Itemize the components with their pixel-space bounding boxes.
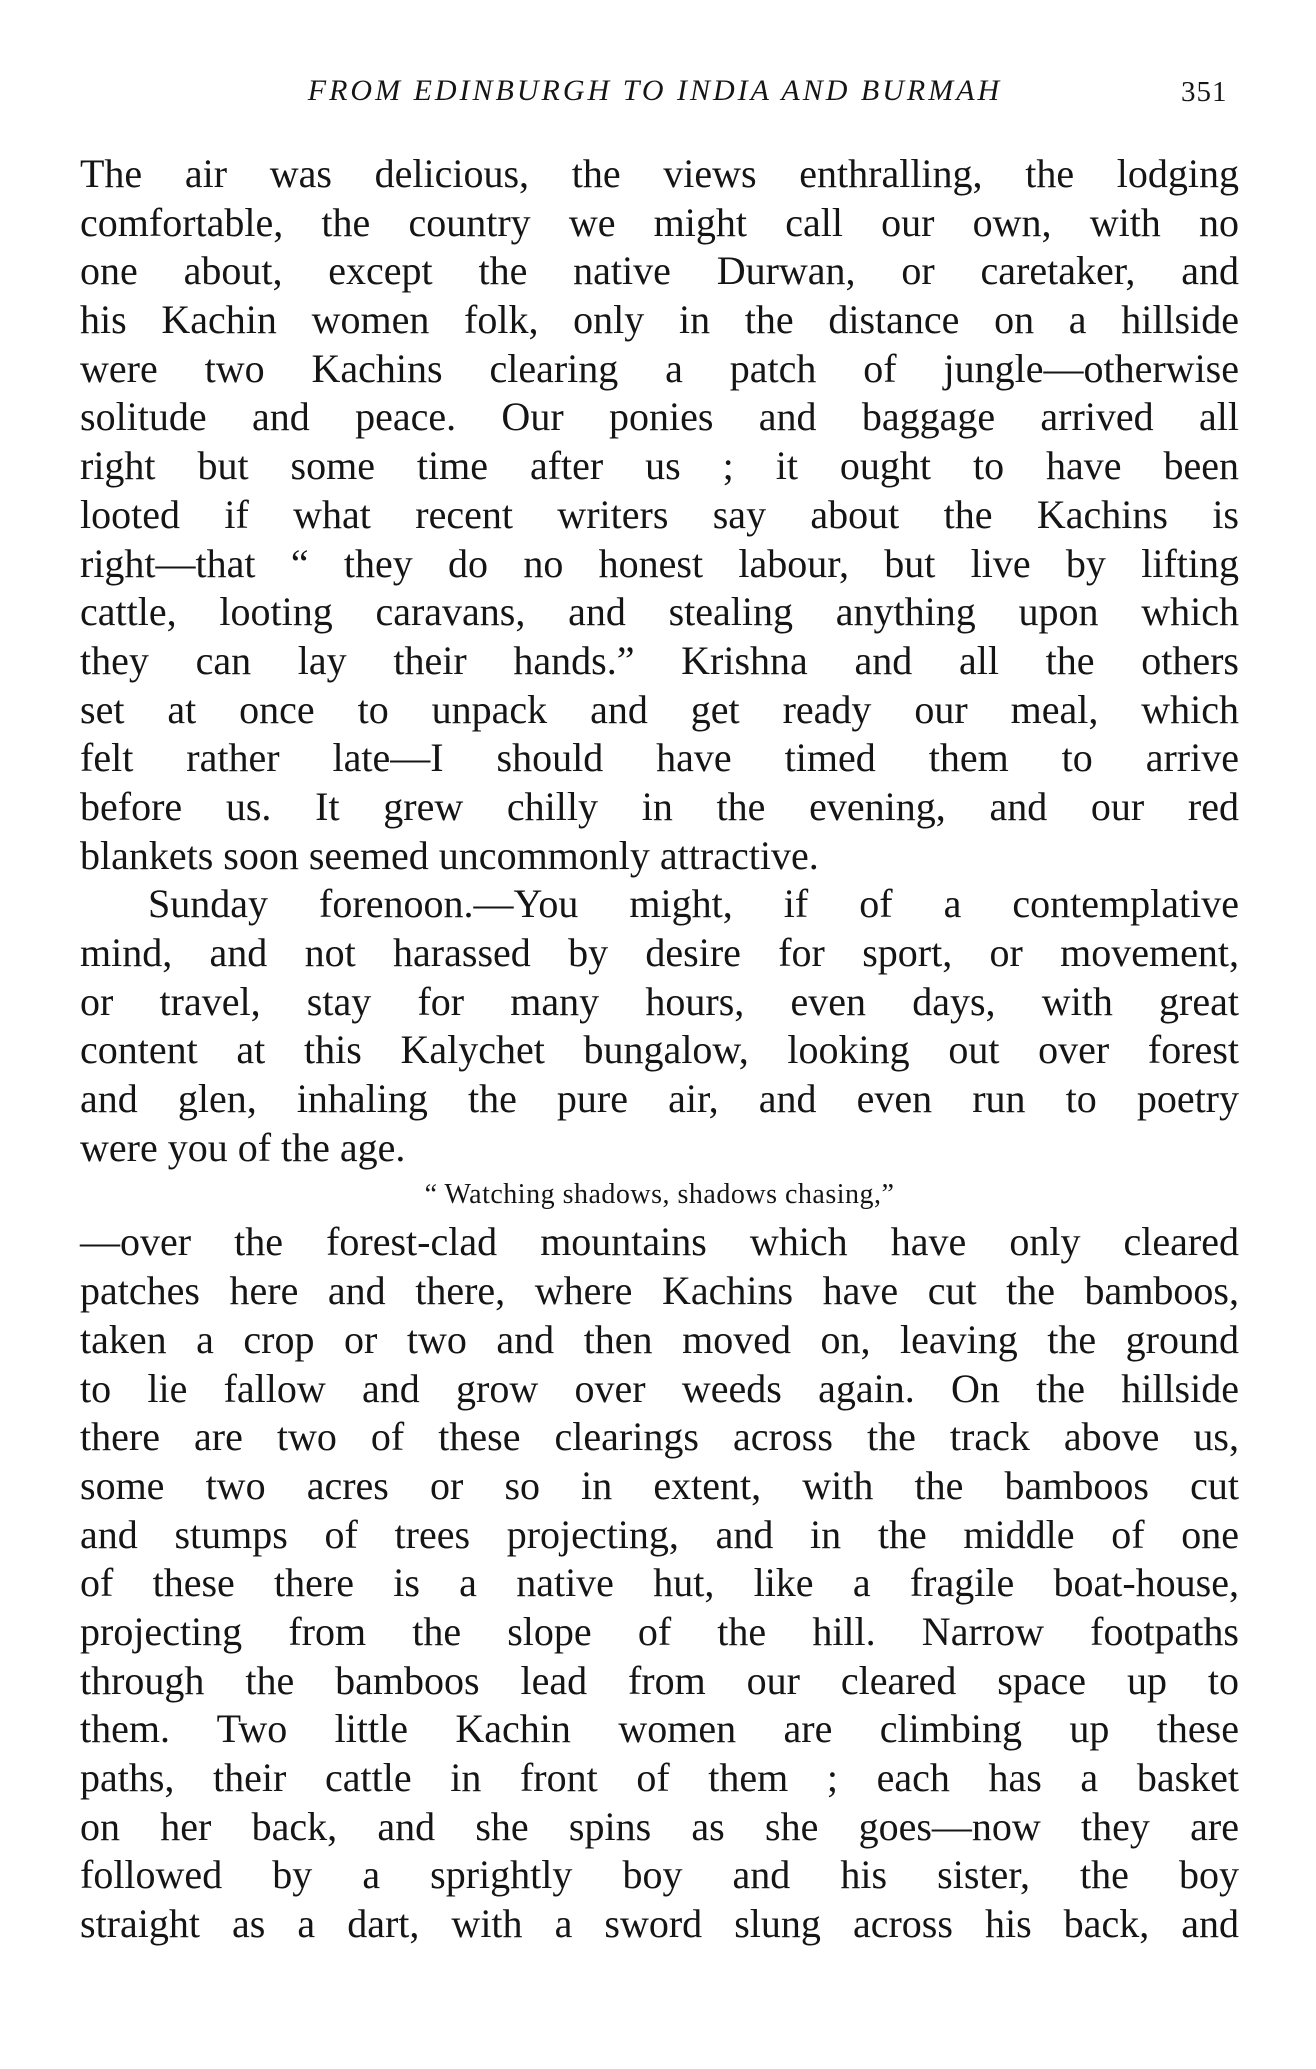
page-body xyxy=(80,150,1239,1949)
text-line: and stumps of trees projecting, and in the middle of one xyxy=(80,1511,1239,1557)
text-line: taken a crop or two and then moved on, leaving the ground xyxy=(80,1316,1239,1362)
text-line: his Kachin women folk, only in the distance on a hillside xyxy=(80,297,1239,343)
text-line: there are two of these clearings across the track above us, xyxy=(80,1414,1239,1460)
text-line: felt rather late—I should have timed them to arrive xyxy=(80,735,1239,781)
text-line: one about, except the native Durwan, or caretaker, and xyxy=(80,248,1239,294)
paragraph-start-line: Sunday forenoon.—You might, if of a contemplative xyxy=(148,881,1239,927)
text-line: straight as a dart, with a sword slung across his back, and xyxy=(80,1901,1239,1947)
text-line: set at once to unpack and get ready our meal, which xyxy=(80,686,1239,732)
text-line: before us. It grew chilly in the evening, and our red xyxy=(80,783,1239,829)
text-line: to lie fallow and grow over weeds again. On the hillside xyxy=(80,1365,1239,1411)
text-line: The air was delicious, the views enthralling, the lodging xyxy=(80,151,1239,196)
text-line: some two acres or so in extent, with the bamboos cut xyxy=(80,1462,1239,1508)
text-line: patches here and there, where Kachins have cut the bamboos, xyxy=(80,1268,1239,1314)
text-line: were you of the age. xyxy=(80,1124,406,1170)
text-line: —over the forest-clad mountains which have only cleared xyxy=(80,1219,1239,1265)
text-line: of these there is a native hut, like a fragile boat-house, xyxy=(80,1560,1239,1606)
verse-quotation: “ Watching shadows, shadows chasing,” xyxy=(424,1179,895,1211)
text-line: looted if what recent writers say about the Kachins is xyxy=(80,491,1239,537)
text-line: mind, and not harassed by desire for sport, or movement, xyxy=(80,930,1239,975)
text-line: projecting from the slope of the hill. Narrow footpaths xyxy=(80,1608,1239,1654)
text-line: were two Kachins clearing a patch of jungle—otherwise xyxy=(80,345,1239,391)
text-line: comfortable, the country we might call our own, with no xyxy=(80,199,1239,245)
text-line: right—that “ they do no honest labour, but live by lifting xyxy=(80,540,1239,586)
running-title: FROM EDINBURGH TO INDIA AND BURMAH xyxy=(307,74,1003,107)
text-line: cattle, looting caravans, and stealing anything upon which xyxy=(80,589,1239,635)
text-line: or travel, stay for many hours, even days, with great xyxy=(80,978,1239,1024)
page-number: 351 xyxy=(1181,76,1228,108)
text-line: and glen, inhaling the pure air, and even run to poetry xyxy=(80,1076,1239,1122)
text-line: paths, their cattle in front of them ; each has a basket xyxy=(80,1755,1239,1800)
text-line: them. Two little Kachin women are climbing up these xyxy=(80,1706,1239,1752)
text-line: blankets soon seemed uncommonly attractive. xyxy=(80,832,819,878)
text-line: followed by a sprightly boy and his sister, the boy xyxy=(80,1852,1239,1898)
text-line: right but some time after us ; it ought to have been xyxy=(80,443,1239,489)
text-line: solitude and peace. Our ponies and baggage arrived all xyxy=(80,394,1239,440)
text-line: through the bamboos lead from our cleared space up to xyxy=(80,1657,1239,1703)
text-line: on her back, and she spins as she goes—now they are xyxy=(80,1803,1239,1849)
text-line: they can lay their hands.” Krishna and all the others xyxy=(80,637,1239,683)
text-line: content at this Kalychet bungalow, looking out over forest xyxy=(80,1027,1239,1073)
